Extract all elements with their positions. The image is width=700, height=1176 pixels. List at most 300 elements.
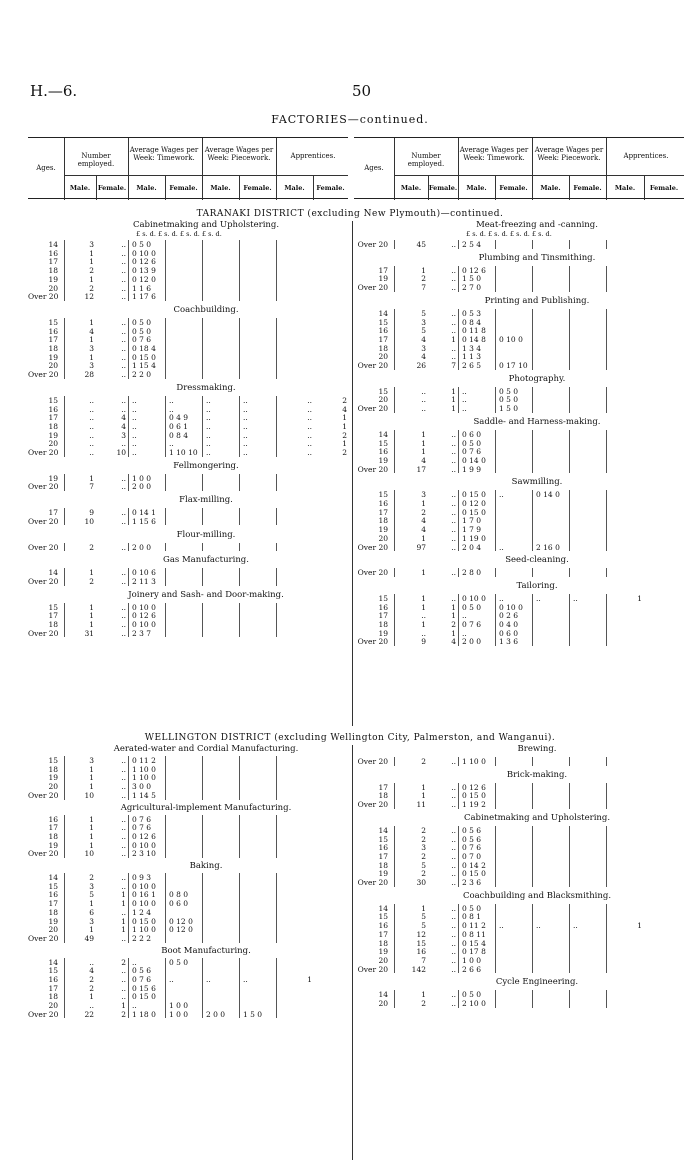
column-header-right: Ages. Number employed. Average Wages per Week: Timework. Average Wages per Week: Piecework. Apprentices. Male. Female. Male. Female. Male. Female. Male. Female. bbox=[354, 137, 684, 199]
table-cell: .. bbox=[243, 413, 248, 423]
table-cell: 1 10 0 bbox=[132, 773, 156, 783]
table-row bbox=[354, 843, 684, 852]
table-cell: .. bbox=[307, 404, 312, 414]
table-cell: .. bbox=[206, 404, 211, 414]
table-cell: .. bbox=[451, 782, 456, 792]
table-cell: 1 0 0 bbox=[169, 1001, 189, 1011]
table-cell: 1 bbox=[421, 265, 426, 275]
table-row bbox=[28, 873, 348, 882]
table-row bbox=[28, 611, 348, 620]
section-title: Gas Manufacturing. bbox=[163, 555, 249, 566]
table-row bbox=[354, 534, 684, 543]
table-cell: .. bbox=[451, 438, 456, 448]
table-cell: .. bbox=[121, 361, 126, 371]
table-cell: 0 6 1 bbox=[169, 421, 189, 431]
table-cell: 1 bbox=[121, 916, 126, 926]
table-cell: 2 bbox=[421, 999, 426, 1008]
table-cell: 2 8 0 bbox=[462, 568, 482, 578]
table-cell: .. bbox=[121, 773, 126, 783]
table-cell: Over 20 bbox=[357, 878, 388, 887]
table-cell: 1 1 6 bbox=[132, 283, 152, 293]
table-row bbox=[354, 965, 684, 974]
table-cell: .. bbox=[451, 568, 456, 578]
table-cell: 1 2 4 bbox=[132, 907, 152, 917]
table-row bbox=[354, 309, 684, 318]
table-cell: 1 0 0 bbox=[169, 1009, 189, 1019]
table-cell: Over 20 bbox=[357, 542, 388, 552]
table-cell: .. bbox=[121, 240, 126, 249]
table-cell: .. bbox=[451, 990, 456, 1000]
table-row bbox=[354, 387, 684, 396]
table-cell: 1 15 4 bbox=[132, 361, 156, 371]
table-cell: .. bbox=[121, 849, 126, 859]
section-title: Meat-freezing and -canning. bbox=[476, 220, 598, 230]
table-cell: 1 bbox=[89, 899, 94, 909]
table-cell: 1 bbox=[89, 257, 94, 267]
table-cell: 1 bbox=[89, 840, 94, 850]
table-cell: .. bbox=[89, 1001, 94, 1011]
table-row bbox=[354, 543, 684, 552]
table-cell: 1 bbox=[89, 274, 94, 284]
column-header-left: Ages. Number employed. Average Wages per Week: Timework. Average Wages per Week: Piecework. Apprentices. Male. Female. Male. Female. Male. Female. Male. Female. bbox=[28, 137, 348, 199]
table-row bbox=[28, 773, 348, 782]
table-cell: 0 5 6 bbox=[462, 825, 482, 835]
table-cell: 3 bbox=[121, 430, 126, 440]
district-heading-wellington: WELLINGTON DISTRICT (excluding Wellington City, Palmerston, and Wanganui). bbox=[144, 733, 556, 743]
table-cell: 0 8 1 bbox=[462, 912, 482, 922]
table-cell: 1 bbox=[89, 823, 94, 833]
table-cell: .. bbox=[451, 843, 456, 853]
section-title: Sawmilling. bbox=[511, 477, 563, 488]
table-cell: 0 5 0 bbox=[462, 990, 482, 1000]
table-cell: 3 bbox=[89, 344, 94, 353]
table-cell: 16 bbox=[378, 326, 388, 336]
table-cell: .. bbox=[451, 929, 456, 939]
table-cell: .. bbox=[121, 933, 126, 943]
table-cell: 45 bbox=[416, 240, 426, 249]
table-cell: 0 5 3 bbox=[462, 308, 482, 318]
table-cell: 14 bbox=[378, 825, 388, 835]
table-cell: .. bbox=[499, 593, 504, 603]
header-apprentices: Apprentices. bbox=[290, 152, 336, 160]
table-row bbox=[354, 430, 684, 439]
table-row bbox=[28, 841, 348, 850]
header-wages-piece: Average Wages per Week: Piecework. bbox=[204, 146, 274, 162]
table-cell: 16 bbox=[378, 499, 388, 508]
table-cell: 0 10 0 bbox=[132, 620, 156, 629]
table-cell: .. bbox=[121, 576, 126, 586]
table-cell: 10 bbox=[84, 849, 94, 859]
table-cell: 0 12 6 bbox=[132, 831, 156, 841]
section-title: Coachbuilding and Blacksmithing. bbox=[462, 890, 612, 901]
table-cell: 26 bbox=[416, 361, 426, 370]
table-cell: .. bbox=[307, 413, 312, 423]
table-cell: 10 bbox=[116, 448, 126, 457]
table-row bbox=[28, 396, 348, 405]
table-cell: .. bbox=[451, 878, 456, 887]
table-cell: 2 16 0 bbox=[536, 542, 560, 552]
table-row bbox=[28, 405, 348, 414]
table-cell: 20 bbox=[48, 361, 58, 371]
table-row bbox=[354, 999, 684, 1008]
table-cell: 30 bbox=[416, 878, 426, 887]
table-cell: 1 bbox=[342, 421, 347, 431]
table-cell: .. bbox=[121, 482, 126, 492]
table-cell: 18 bbox=[378, 620, 388, 629]
table-row bbox=[28, 577, 348, 586]
section-title: Coachbuilding. bbox=[173, 304, 239, 315]
table-cell: 0 7 6 bbox=[132, 335, 152, 345]
table-cell: 0 5 0 bbox=[169, 957, 189, 967]
page-number: 50 bbox=[352, 82, 372, 100]
table-row bbox=[354, 326, 684, 335]
table-cell: 7 bbox=[89, 482, 94, 492]
table-cell: 0 15 0 bbox=[462, 791, 486, 801]
table-cell: 1 bbox=[451, 602, 456, 612]
table-cell: .. bbox=[243, 439, 248, 449]
table-row bbox=[354, 568, 684, 577]
table-cell: 2 0 0 bbox=[132, 542, 152, 552]
table-cell: .. bbox=[121, 266, 126, 276]
section-title: Boot Manufacturing. bbox=[161, 945, 251, 956]
table-cell: 5 bbox=[421, 921, 426, 931]
table-cell: 1 19 0 bbox=[462, 533, 486, 543]
table-cell: .. bbox=[89, 448, 94, 457]
table-cell: 0 10 0 bbox=[462, 593, 486, 603]
section-title: Agricultural-implement Manufacturing. bbox=[120, 802, 292, 813]
table-cell: 1 15 6 bbox=[132, 516, 156, 526]
table-cell: 2 bbox=[421, 274, 426, 284]
table-cell: .. bbox=[243, 395, 248, 405]
table-cell: 4 bbox=[421, 516, 426, 526]
section-title: Cabinetmaking and Upholstering. bbox=[463, 812, 611, 823]
table-cell: 1 bbox=[421, 620, 426, 629]
table-cell: 0 15 0 bbox=[462, 869, 486, 879]
table-cell: 0 14 2 bbox=[462, 860, 486, 870]
table-cell: 16 bbox=[378, 843, 388, 853]
table-cell: 16 bbox=[48, 814, 58, 824]
table-cell: .. bbox=[451, 757, 456, 766]
section-title: Seed-cleaning. bbox=[505, 555, 569, 566]
table-cell: .. bbox=[451, 326, 456, 336]
table-cell: 2 3 6 bbox=[462, 878, 482, 887]
table-cell: 1 bbox=[89, 992, 94, 1002]
table-cell: 1 bbox=[121, 1001, 126, 1011]
section-title: Printing and Publishing. bbox=[484, 295, 590, 306]
table-cell: 0 5 6 bbox=[132, 966, 152, 976]
table-cell: 97 bbox=[416, 542, 426, 552]
table-cell: .. bbox=[89, 395, 94, 405]
table-cell: 1 7 9 bbox=[462, 525, 482, 535]
table-cell: 0 14 0 bbox=[462, 455, 486, 465]
table-cell: .. bbox=[121, 257, 126, 267]
table-row bbox=[354, 240, 684, 249]
table-cell: 1 bbox=[451, 404, 456, 414]
table-cell: 1 0 0 bbox=[132, 473, 152, 483]
table-cell: Over 20 bbox=[28, 1009, 59, 1019]
table-cell: .. bbox=[132, 413, 137, 423]
table-cell: .. bbox=[121, 814, 126, 824]
table-cell: 18 bbox=[48, 764, 58, 774]
table-cell: 1 18 0 bbox=[132, 1009, 156, 1019]
table-cell: .. bbox=[451, 964, 456, 974]
table-row bbox=[28, 439, 348, 448]
table-cell: .. bbox=[121, 395, 126, 405]
table-cell: .. bbox=[421, 395, 426, 405]
table-cell: 0 6 0 bbox=[169, 899, 189, 909]
table-cell: .. bbox=[121, 568, 126, 578]
table-cell: .. bbox=[89, 421, 94, 431]
table-cell: .. bbox=[121, 439, 126, 449]
table-cell: 1 10 0 bbox=[132, 764, 156, 774]
table-cell: .. bbox=[451, 352, 456, 362]
table-cell: 0 17 8 bbox=[462, 947, 486, 957]
table-row bbox=[28, 1010, 348, 1019]
table-cell: 0 12 0 bbox=[169, 925, 193, 935]
section-title: Flax-milling. bbox=[179, 495, 233, 506]
table-row bbox=[354, 603, 684, 612]
table-cell: 1 bbox=[307, 975, 312, 984]
table-row bbox=[28, 782, 348, 791]
table-cell: 16 bbox=[48, 404, 58, 414]
table-row bbox=[28, 908, 348, 917]
table-cell: .. bbox=[451, 464, 456, 474]
table-cell: 142 bbox=[411, 964, 426, 974]
table-row bbox=[354, 283, 684, 292]
table-cell: .. bbox=[462, 628, 467, 638]
table-cell: 0 7 6 bbox=[462, 620, 482, 629]
table-cell: Over 20 bbox=[357, 757, 388, 766]
table-cell: .. bbox=[121, 756, 126, 765]
table-row bbox=[28, 292, 348, 301]
section-title: Brick-making. bbox=[506, 769, 568, 780]
table-cell: .. bbox=[121, 344, 126, 353]
table-cell: 15 bbox=[378, 834, 388, 844]
table-cell: 18 bbox=[48, 992, 58, 1002]
table-cell: .. bbox=[451, 447, 456, 457]
table-cell: 2 bbox=[421, 834, 426, 844]
table-cell: .. bbox=[451, 265, 456, 275]
table-row bbox=[354, 921, 684, 930]
table-cell: Over 20 bbox=[357, 637, 388, 647]
table-cell: .. bbox=[132, 430, 137, 440]
table-cell: 1 bbox=[89, 602, 94, 612]
table-cell: 1 bbox=[421, 593, 426, 603]
table-cell: 0 10 0 bbox=[132, 881, 156, 891]
table-cell: .. bbox=[451, 999, 456, 1008]
table-cell: .. bbox=[121, 292, 126, 302]
table-row bbox=[354, 939, 684, 948]
table-cell: .. bbox=[89, 413, 94, 423]
table-cell: .. bbox=[132, 448, 137, 457]
table-cell: 3 bbox=[89, 240, 94, 249]
table-cell: .. bbox=[307, 395, 312, 405]
table-cell: .. bbox=[307, 448, 312, 457]
table-row bbox=[354, 274, 684, 283]
table-cell: .. bbox=[451, 938, 456, 948]
table-cell: 0 12 0 bbox=[462, 499, 486, 508]
table-cell: 5 bbox=[421, 860, 426, 870]
table-cell: 0 14 1 bbox=[132, 508, 156, 518]
table-cell: .. bbox=[121, 983, 126, 993]
table-cell: 2 2 0 bbox=[132, 370, 152, 380]
table-cell: 14 bbox=[378, 308, 388, 318]
table-cell: 17 bbox=[378, 611, 388, 621]
table-cell: .. bbox=[121, 764, 126, 774]
table-row bbox=[28, 791, 348, 800]
table-cell: .. bbox=[451, 860, 456, 870]
table-row bbox=[354, 637, 684, 646]
table-cell: .. bbox=[121, 628, 126, 638]
table-row bbox=[354, 791, 684, 800]
table-cell: .. bbox=[121, 248, 126, 258]
table-cell: 1 bbox=[342, 413, 347, 423]
table-cell: .. bbox=[462, 395, 467, 405]
table-cell: 0 8 4 bbox=[169, 430, 189, 440]
table-cell: Over 20 bbox=[357, 964, 388, 974]
table-cell: 19 bbox=[378, 628, 388, 638]
table-cell: 1 0 0 bbox=[462, 955, 482, 965]
table-cell: .. bbox=[169, 975, 174, 984]
table-cell: 5 bbox=[421, 308, 426, 318]
table-cell: Over 20 bbox=[357, 361, 388, 370]
table-cell: 20 bbox=[378, 352, 388, 362]
table-cell: 19 bbox=[378, 274, 388, 284]
table-row bbox=[28, 1001, 348, 1010]
table-cell: 2 10 0 bbox=[462, 999, 486, 1008]
table-cell: 20 bbox=[48, 925, 58, 935]
table-cell: 1 10 10 bbox=[169, 448, 198, 457]
table-cell: 15 bbox=[48, 395, 58, 405]
table-cell: 14 bbox=[48, 873, 58, 882]
table-cell: 0 6 0 bbox=[462, 429, 482, 439]
table-cell: 0 5 0 bbox=[499, 386, 519, 396]
table-cell: 17 bbox=[48, 257, 58, 267]
table-cell: 5 bbox=[89, 890, 94, 900]
table-cell: 2 bbox=[342, 448, 347, 457]
table-cell: 1 bbox=[637, 921, 642, 931]
table-row bbox=[28, 966, 348, 975]
table-cell: 0 12 6 bbox=[132, 611, 156, 621]
table-row bbox=[28, 958, 348, 967]
table-row bbox=[354, 869, 684, 878]
table-cell: 1 bbox=[421, 990, 426, 1000]
table-row bbox=[354, 344, 684, 353]
table-row bbox=[354, 361, 684, 370]
table-cell: 0 15 6 bbox=[132, 983, 156, 993]
table-cell: 1 bbox=[421, 533, 426, 543]
table-cell: 3 bbox=[89, 361, 94, 371]
table-cell: Over 20 bbox=[28, 628, 59, 638]
table-cell: 1 bbox=[89, 248, 94, 258]
table-cell: .. bbox=[451, 525, 456, 535]
table-cell: .. bbox=[451, 283, 456, 293]
table-cell: 19 bbox=[48, 274, 58, 284]
table-cell: 3 bbox=[89, 881, 94, 891]
table-row bbox=[354, 456, 684, 465]
table-row bbox=[354, 912, 684, 921]
table-cell: 2 bbox=[451, 620, 456, 629]
table-cell: 3 0 0 bbox=[132, 782, 152, 792]
table-cell: .. bbox=[499, 490, 504, 500]
table-cell: .. bbox=[89, 404, 94, 414]
table-cell: 16 bbox=[378, 921, 388, 931]
table-cell: .. bbox=[121, 508, 126, 518]
table-cell: .. bbox=[89, 439, 94, 449]
table-row bbox=[28, 934, 348, 943]
table-cell: 1 bbox=[421, 447, 426, 457]
table-cell: .. bbox=[451, 499, 456, 508]
table-cell: 0 15 4 bbox=[462, 938, 486, 948]
table-cell: 18 bbox=[48, 907, 58, 917]
table-cell: 19 bbox=[48, 916, 58, 926]
table-cell: 0 7 6 bbox=[132, 823, 152, 833]
table-cell: .. bbox=[573, 921, 578, 931]
table-row bbox=[28, 431, 348, 440]
section-title: Cabinetmaking and Upholstering. bbox=[132, 220, 280, 230]
table-row bbox=[354, 757, 684, 766]
table-cell: .. bbox=[121, 473, 126, 483]
table-cell: 11 bbox=[416, 800, 426, 810]
table-cell: 1 bbox=[89, 473, 94, 483]
table-cell: 0 8 4 bbox=[462, 317, 482, 327]
table-cell: .. bbox=[499, 542, 504, 552]
table-row bbox=[354, 594, 684, 603]
table-cell: 15 bbox=[378, 490, 388, 500]
table-cell: 0 7 6 bbox=[462, 843, 482, 853]
table-cell: 15 bbox=[416, 938, 426, 948]
table-row bbox=[28, 849, 348, 858]
table-cell: .. bbox=[462, 386, 467, 396]
table-cell: 1 bbox=[421, 782, 426, 792]
table-cell: 9 bbox=[89, 508, 94, 518]
table-row bbox=[28, 422, 348, 431]
table-cell: 20 bbox=[48, 283, 58, 293]
table-row bbox=[354, 447, 684, 456]
table-cell: 1 bbox=[89, 317, 94, 327]
table-cell: 15 bbox=[378, 317, 388, 327]
table-cell: 31 bbox=[84, 628, 94, 638]
table-cell: Over 20 bbox=[357, 800, 388, 810]
table-cell: 5 bbox=[421, 326, 426, 336]
table-cell: 18 bbox=[48, 831, 58, 841]
table-cell: .. bbox=[121, 404, 126, 414]
table-cell: .. bbox=[536, 921, 541, 931]
table-cell: .. bbox=[132, 395, 137, 405]
table-cell: 1 bbox=[89, 814, 94, 824]
table-cell: 15 bbox=[48, 881, 58, 891]
table-cell: .. bbox=[121, 823, 126, 833]
table-row bbox=[28, 266, 348, 275]
table-row bbox=[28, 318, 348, 327]
table-row bbox=[354, 611, 684, 620]
table-row bbox=[28, 756, 348, 765]
table-cell: 2 bbox=[421, 507, 426, 517]
table-cell: 0 13 9 bbox=[132, 266, 156, 276]
table-cell: 1 bbox=[121, 925, 126, 935]
table-cell: .. bbox=[169, 439, 174, 449]
table-row bbox=[354, 499, 684, 508]
table-cell: .. bbox=[132, 439, 137, 449]
table-cell: .. bbox=[121, 283, 126, 293]
table-cell: .. bbox=[451, 903, 456, 913]
table-cell: Over 20 bbox=[357, 404, 388, 414]
table-row bbox=[28, 327, 348, 336]
table-cell: 1 10 0 bbox=[132, 925, 156, 935]
table-cell: 16 bbox=[48, 890, 58, 900]
table-cell: 18 bbox=[48, 620, 58, 629]
table-cell: 1 19 2 bbox=[462, 800, 486, 810]
